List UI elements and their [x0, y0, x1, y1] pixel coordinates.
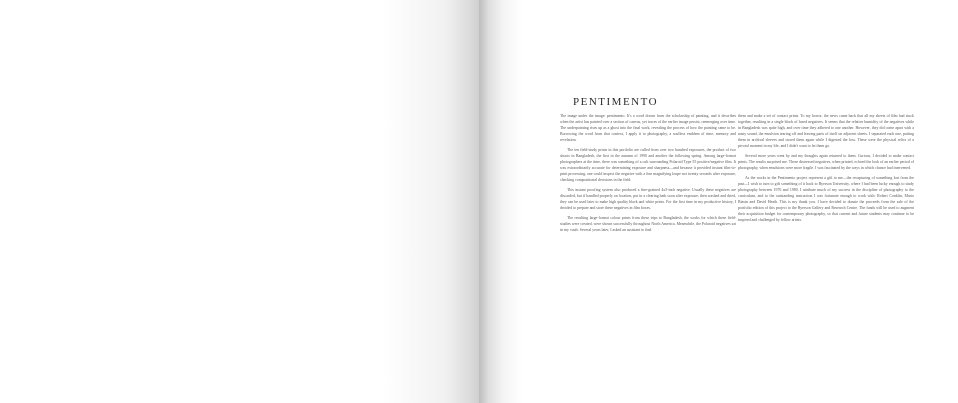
- paragraph: The ten field-study prints in this portfolio are culled from over two hundred exposures, the product of two shoots in Bangladesh, the first in the autumn of 1990 and another the following spring. Among large-format photographers at the time, there was something of a cult surrounding Polaroid Type 55 positive/negative film. It was extraordinarily accurate for determining exposure and sharpness—and because it provided instant film-to-print processing, one could inspect the negative with a fine magnifying loupe not twenty seconds after exposure, checking compositional decisions in the field.: [560, 148, 736, 182]
- paragraph: Several more years went by and my thoughts again returned to them. Curious, I decided to make contact prints. The results surprised me. These distressed negatives, when printed, echoed the look of an earlier period of photography, when emulsions were more fragile. I was fascinated by the ways in which chance had intervened.: [738, 153, 914, 170]
- paragraph: As the works in the Pentimento project represent a gift to me—the recapturing of something lost from the past—I wish to turn to gift something of it back to Ryerson University, where I had been lucky enough to study photography between 1976 and 1980. I attribute much of my success in the discipline of photography to the curriculum, and to the outstanding instruction I was fortunate enough to work with: Robert Conklin, Mario Biasin and David Heath. This is my thank you. I have decided to donate the proceeds from the sale of the portfolio edition of this project to the Ryerson Gallery and Research Centre. The funds will be used to augment their acquisition budget for contemporary photography, so that current and future students may continue to be inspired and challenged by fellow artists.: [738, 176, 914, 222]
- chapter-title: PENTIMENTO: [573, 96, 659, 108]
- paragraph: them and make a set of contact prints. To my horror, the news came back that all my sheets of film had stuck together, resulting in a single block of fused negatives. It seems that the relative humidity of the negatives while in Bangladesh was quite high, and over time they adhered to one another. However, they did come apart with a nasty sound, the emulsion tearing off and leaving parts of itself on adjacent sheets. I separated each one, putting them in archival sleeves and stored them again while I digested the loss. These were the physical relics of a pivotal moment in my life, and I didn't want to let them go.: [738, 114, 914, 148]
- text-column-left: [560, 114, 736, 369]
- text-column-right: [738, 114, 914, 329]
- paragraph: The resulting large-format colour prints from these trips to Bangladesh, the works for which these field-studies were created, were shown successfully throughout North America. Meanwhile, the Polaroid negatives sat in my vault. Several years later, I asked an assistant to find: [560, 216, 736, 232]
- paragraph: The image under the image: pentimento. It's a word drawn from the scholarship of painting, and it describes when the artist has painted over a section of canvas, yet traces of the earlier image persist, reemerging over time. The underpainting rises up as a ghost into the final work, revealing the process of how the painting came to be. Borrowing the word from that context, I apply it to photography, a soulless emblem of time, memory and revelation.: [560, 114, 736, 142]
- paragraph: This instant proofing system also produced a fine-grained 4x5-inch negative. Usually these negatives are discarded, but if handled properly on location, put in a clearing bath soon after exposure, then washed and dried, they can be used later to make high quality black and white prints. For the first time in my productive history, I decided to prepare and store these negatives in film boxes.: [560, 187, 736, 210]
